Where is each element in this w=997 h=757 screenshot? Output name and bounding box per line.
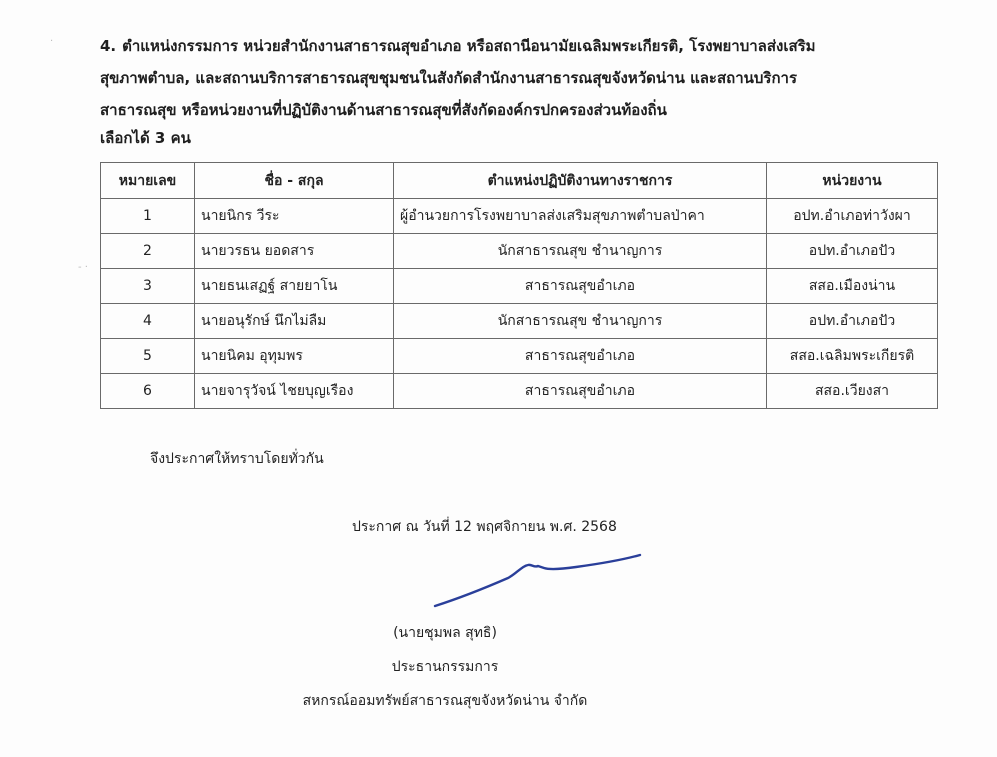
row-number: 5 <box>101 339 195 374</box>
table-row <box>101 234 938 269</box>
signature <box>430 548 650 612</box>
header-position: ตำแหน่งปฏิบัติงานทางราชการ <box>394 163 767 199</box>
row-position: ผู้อำนวยการโรงพยาบาลส่งเสริมสุขภาพตำบลป่าคา <box>394 199 767 234</box>
table-row <box>101 339 938 374</box>
row-unit: อปท.อำเภอปัว <box>767 304 938 339</box>
scan-speck: · <box>50 36 54 47</box>
header-unit: หน่วยงาน <box>767 163 938 199</box>
scan-speck: - · <box>78 262 88 273</box>
row-unit: สสอ.เมืองน่าน <box>767 269 938 304</box>
header-number: หมายเลข <box>101 163 195 199</box>
heading-line: 4. ตำแหน่งกรรมการ หน่วยสำนักงานสาธารณสุขอำเภอ หรือสถานีอนามัยเฉลิมพระเกียรติ, โรงพยาบาลส่งเสริม <box>100 37 816 55</box>
candidates-table <box>100 162 938 409</box>
row-name: นายจารุวัจน์ ไชยบุญเรือง <box>195 374 394 409</box>
header-name: ชื่อ - สกุล <box>195 163 394 199</box>
table-row <box>101 269 938 304</box>
row-number: 2 <box>101 234 195 269</box>
signatory-title: ประธานกรรมการ <box>391 659 499 675</box>
row-number: 1 <box>101 199 195 234</box>
row-unit: สสอ.เฉลิมพระเกียรติ <box>767 339 938 374</box>
row-position: สาธารณสุขอำเภอ <box>394 269 767 304</box>
signatory-block <box>300 616 590 718</box>
heading-line: สุขภาพตำบล, และสถานบริการสาธารณสุขชุมชนในสังกัดสำนักงานสาธารณสุขจังหวัดน่าน และสถานบริการ <box>100 69 798 87</box>
row-number: 6 <box>101 374 195 409</box>
table-row <box>101 199 938 234</box>
row-name: นายอนุรักษ์ นึกไม่ลืม <box>195 304 394 339</box>
row-position: สาธารณสุขอำเภอ <box>394 339 767 374</box>
section-heading <box>100 30 960 126</box>
table-header-row <box>101 163 938 199</box>
row-position: สาธารณสุขอำเภอ <box>394 374 767 409</box>
row-unit: อปท.อำเภอท่าวังผา <box>767 199 938 234</box>
announcement-date: ประกาศ ณ วันที่ 12 พฤศจิกายน พ.ศ. 2568 <box>352 519 617 535</box>
announcement-text: จึงประกาศให้ทราบโดยทั่วกัน <box>150 451 324 467</box>
row-name: นายวรธน ยอดสาร <box>195 234 394 269</box>
row-number: 3 <box>101 269 195 304</box>
signatory-organization: สหกรณ์ออมทรัพย์สาธารณสุขจังหวัดน่าน จำกัด <box>302 693 588 709</box>
row-position: นักสาธารณสุข ชำนาญการ <box>394 234 767 269</box>
section-number: 4. <box>100 37 117 55</box>
row-number: 4 <box>101 304 195 339</box>
select-count: เลือกได้ 3 คน <box>100 129 191 147</box>
row-name: นายนิกร วีระ <box>195 199 394 234</box>
row-unit: สสอ.เวียงสา <box>767 374 938 409</box>
table-row <box>101 304 938 339</box>
heading-line: สาธารณสุข หรือหน่วยงานที่ปฏิบัติงานด้านสาธารณสุขที่สังกัดองค์กรปกครองส่วนท้องถิ่น <box>100 101 667 119</box>
row-name: นายนิคม อุทุมพร <box>195 339 394 374</box>
row-name: นายธนเสฏฐ์ สายยาโน <box>195 269 394 304</box>
row-unit: อปท.อำเภอปัว <box>767 234 938 269</box>
row-position: นักสาธารณสุข ชำนาญการ <box>394 304 767 339</box>
table-row <box>101 374 938 409</box>
signatory-name: (นายชุมพล สุทธิ) <box>393 625 497 641</box>
